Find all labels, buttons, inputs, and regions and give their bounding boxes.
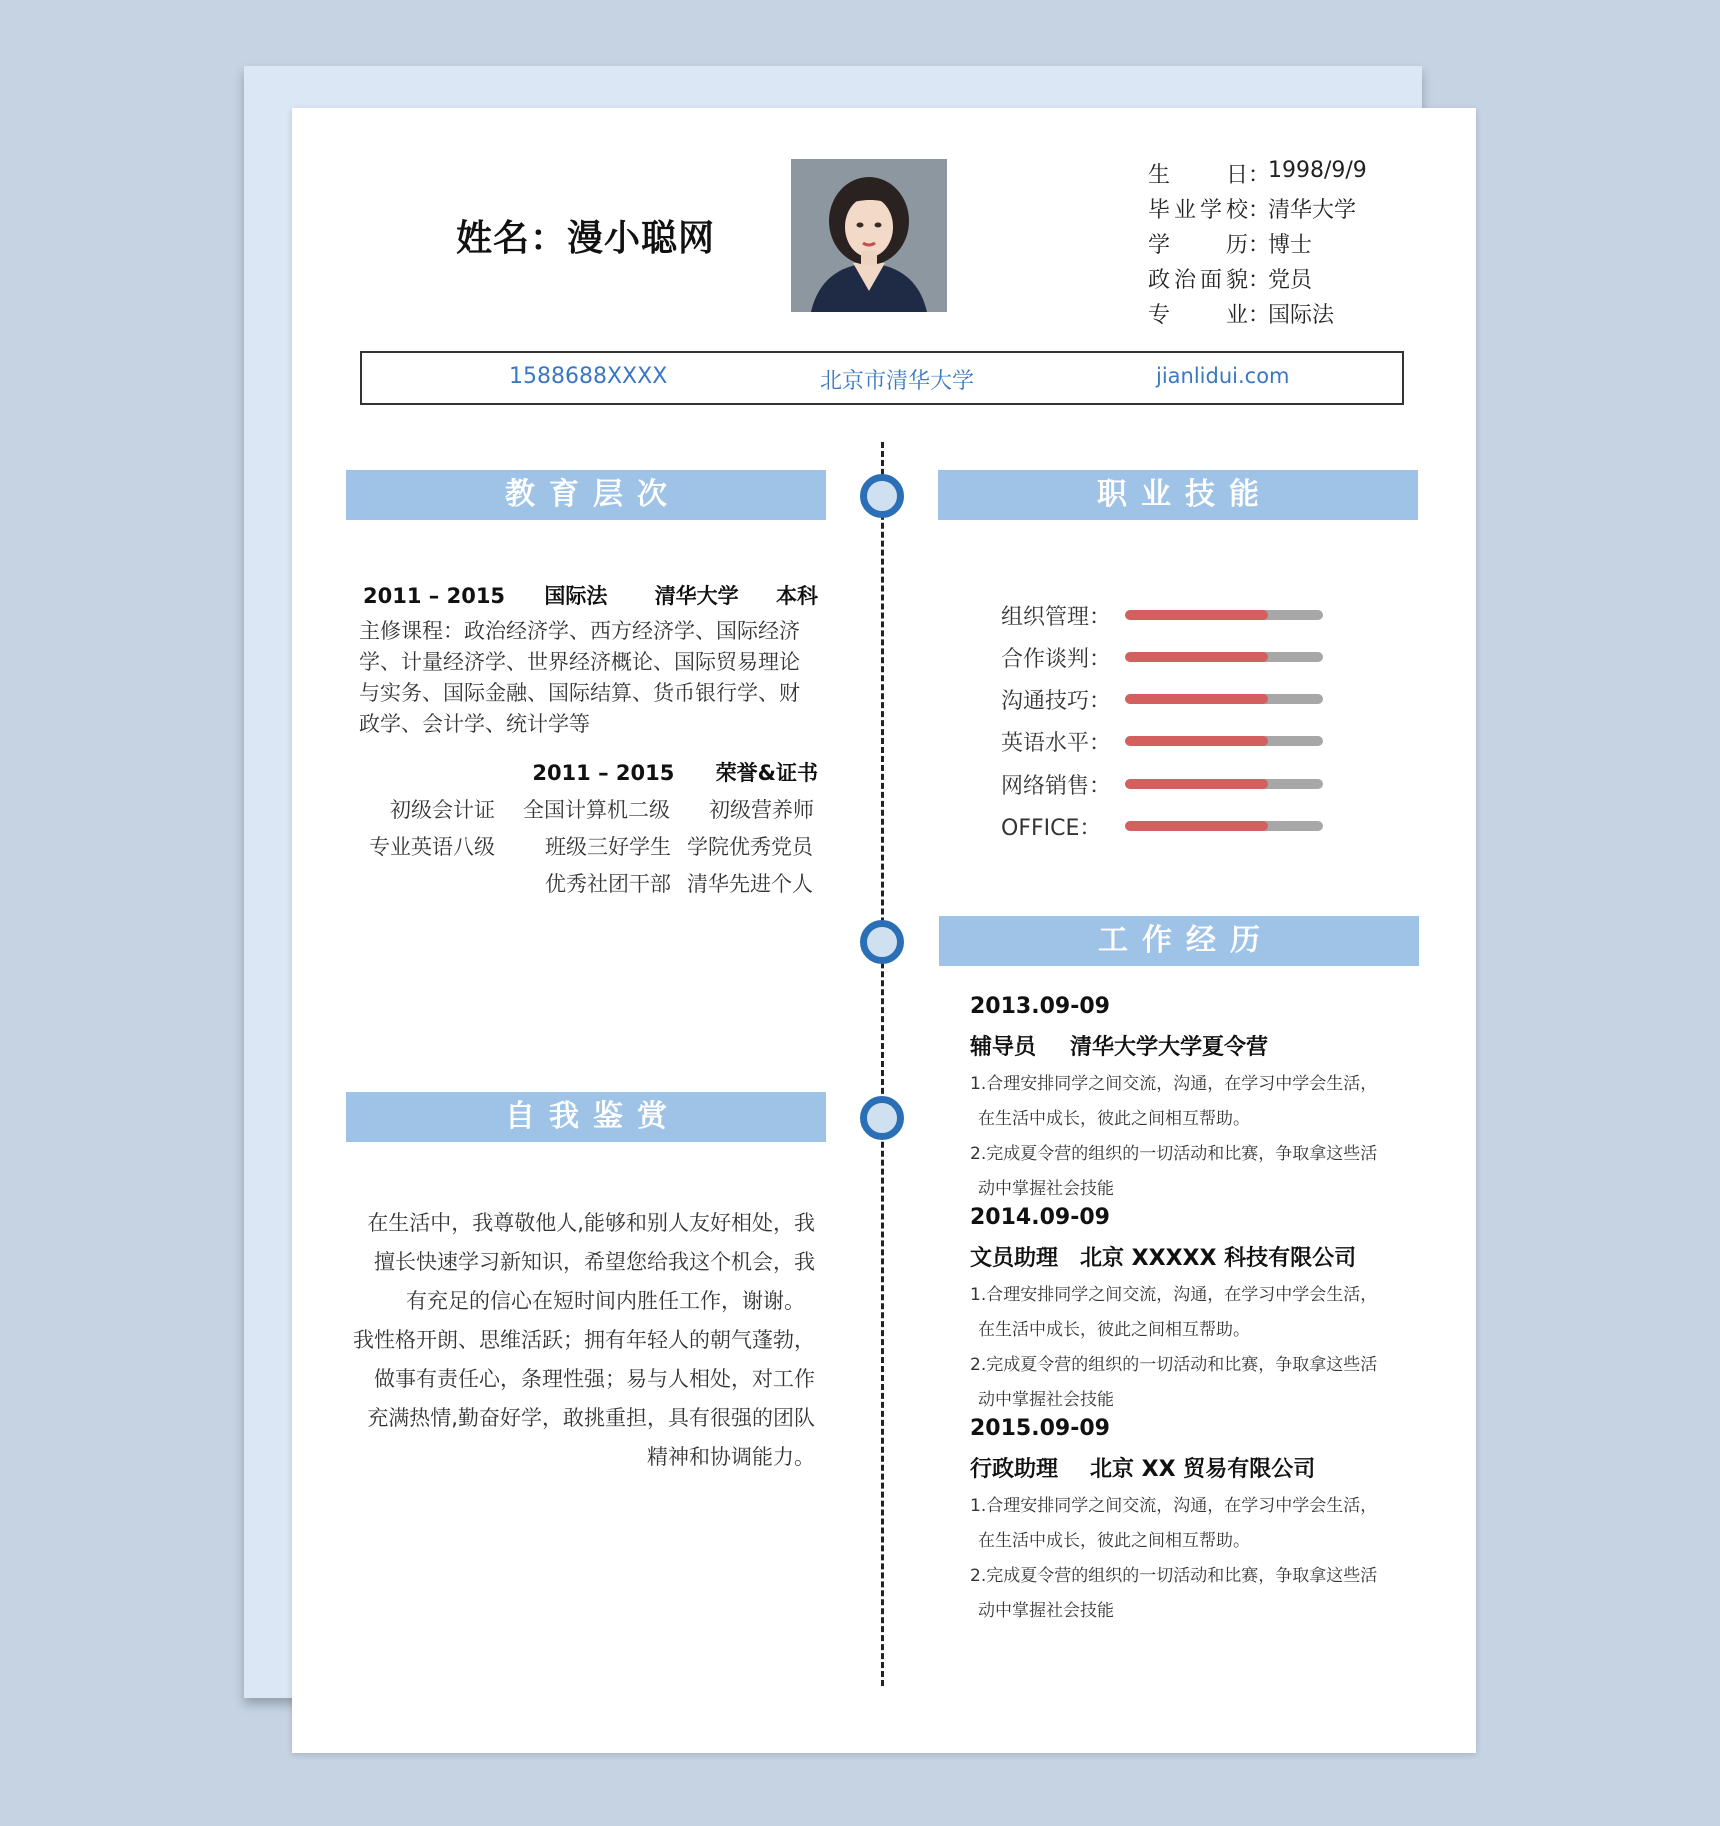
work-line: 2.完成夏令营的组织的一切活动和比赛，争取拿这些活 — [970, 1355, 1378, 1375]
timeline-dot — [860, 474, 904, 518]
info-label: 政治面貌 — [1148, 268, 1248, 293]
certificate: 初级会计证 — [390, 798, 495, 822]
work-line: 在生活中成长，彼此之间相互帮助。 — [978, 1531, 1250, 1551]
skill-bar-fill — [1125, 694, 1268, 704]
timeline-dot — [860, 1096, 904, 1140]
section-header-work: 工作经历 — [939, 916, 1419, 966]
work-company: 清华大学大学夏令营 — [1070, 1035, 1269, 1060]
skill-bar-fill — [1125, 821, 1268, 831]
contact-phone: 1588688XXXX — [509, 364, 668, 389]
self-line: 擅长快速学习新知识，希望您给我这个机会，我 — [374, 1250, 815, 1274]
skill-item — [1001, 811, 1341, 841]
skill-label: OFFICE： — [1001, 816, 1102, 841]
skill-label: 网络销售： — [1001, 774, 1112, 799]
work-date: 2015.09-09 — [970, 1416, 1110, 1441]
skill-bar-fill — [1125, 779, 1268, 789]
course-line: 主修课程：政治经济学、西方经济学、国际经济 — [359, 619, 800, 643]
info-value: 党员 — [1268, 268, 1313, 293]
education-degree: 本科 — [776, 584, 818, 608]
course-line: 政学、会计学、统计学等 — [359, 712, 590, 736]
honors-years: 2011 – 2015 — [532, 761, 675, 785]
skill-label: 沟通技巧： — [1001, 689, 1112, 714]
certificate: 初级营养师 — [709, 798, 814, 822]
skill-item — [1001, 726, 1341, 756]
info-value: 国际法 — [1268, 303, 1335, 328]
skill-item — [1001, 600, 1341, 630]
certificate: 学院优秀党员 — [687, 835, 813, 859]
info-colon: ： — [1248, 303, 1271, 328]
info-value: 博士 — [1268, 233, 1313, 258]
info-row — [1148, 193, 1367, 228]
timeline-dot — [860, 920, 904, 964]
work-line: 动中掌握社会技能 — [978, 1179, 1114, 1199]
certificate: 班级三好学生 — [545, 835, 671, 859]
honors-row — [292, 757, 818, 787]
skill-bar — [1125, 610, 1323, 620]
work-date: 2014.09-09 — [970, 1205, 1110, 1230]
self-line: 精神和协调能力。 — [647, 1445, 815, 1469]
info-label: 专业 — [1148, 303, 1248, 328]
contact-website[interactable]: jianlidui.com — [1156, 364, 1290, 388]
info-colon: ： — [1248, 198, 1271, 223]
work-line: 在生活中成长，彼此之间相互帮助。 — [978, 1109, 1250, 1129]
work-company: 北京 XXXXX 科技有限公司 — [1080, 1246, 1357, 1271]
contact-address: 北京市清华大学 — [820, 369, 975, 394]
education-major: 国际法 — [544, 584, 608, 608]
skill-bar-fill — [1125, 736, 1268, 746]
work-line: 1.合理安排同学之间交流，沟通，在学习中学会生活， — [970, 1285, 1378, 1305]
info-value: 清华大学 — [1268, 198, 1357, 223]
work-line: 1.合理安排同学之间交流，沟通，在学习中学会生活， — [970, 1496, 1378, 1516]
skill-bar-fill — [1125, 610, 1268, 620]
skill-bar — [1125, 694, 1323, 704]
certificate: 优秀社团干部 — [545, 872, 671, 896]
self-line: 在生活中，我尊敬他人,能够和别人友好相处，我 — [367, 1211, 815, 1235]
resume-page — [292, 108, 1476, 1753]
self-line: 充满热情,勤奋好学，敢挑重担，具有很强的团队 — [367, 1406, 815, 1430]
work-company: 北京 XX 贸易有限公司 — [1090, 1457, 1316, 1482]
skill-bar — [1125, 821, 1323, 831]
self-line: 有充足的信心在短时间内胜任工作，谢谢。 — [406, 1289, 805, 1313]
skill-label: 英语水平： — [1001, 731, 1112, 756]
work-title — [970, 1452, 1315, 1483]
work-line: 1.合理安排同学之间交流，沟通，在学习中学会生活， — [970, 1074, 1378, 1094]
info-colon: ： — [1248, 233, 1271, 258]
info-row — [1148, 263, 1367, 298]
candidate-name: 姓名：漫小聪网 — [456, 218, 716, 259]
contact-bar — [360, 351, 1404, 405]
info-value: 1998/9/9 — [1268, 158, 1367, 183]
work-position: 辅导员 — [970, 1035, 1037, 1060]
self-line: 做事有责任心，条理性强；易与人相处，对工作 — [374, 1367, 815, 1391]
skill-label: 合作谈判： — [1001, 647, 1112, 672]
info-label: 生日 — [1148, 163, 1248, 188]
work-position: 行政助理 — [970, 1457, 1059, 1482]
skill-bar — [1125, 652, 1323, 662]
personal-info — [1148, 158, 1367, 333]
skill-bar — [1125, 736, 1323, 746]
education-school: 清华大学 — [654, 584, 739, 608]
work-title — [970, 1030, 1268, 1061]
info-row — [1148, 158, 1367, 193]
education-courses — [359, 616, 829, 740]
info-label: 毕业学校 — [1148, 198, 1248, 223]
section-header-self: 自我鉴赏 — [346, 1092, 826, 1142]
section-header-skills: 职业技能 — [938, 470, 1418, 520]
skill-bar — [1125, 779, 1323, 789]
self-assessment — [348, 1204, 815, 1477]
skill-item — [1001, 769, 1341, 799]
work-line: 2.完成夏令营的组织的一切活动和比赛，争取拿这些活 — [970, 1566, 1378, 1586]
course-line: 与实务、国际金融、国际结算、货币银行学、财 — [359, 681, 800, 705]
education-row — [292, 580, 818, 610]
skill-item — [1001, 684, 1341, 714]
timeline-line — [881, 442, 884, 1686]
skill-item — [1001, 642, 1341, 672]
honors-label: 荣誉&证书 — [715, 761, 818, 785]
info-colon: ： — [1248, 163, 1271, 188]
work-line: 动中掌握社会技能 — [978, 1601, 1114, 1621]
certificate: 专业英语八级 — [369, 835, 495, 859]
info-colon: ： — [1248, 268, 1271, 293]
skill-label: 组织管理： — [1001, 605, 1112, 630]
section-header-education: 教育层次 — [346, 470, 826, 520]
info-row — [1148, 228, 1367, 263]
self-line: 我性格开朗、思维活跃；拥有年轻人的朝气蓬勃， — [353, 1328, 815, 1352]
profile-photo — [791, 159, 947, 312]
certificate: 全国计算机二级 — [523, 798, 670, 822]
certificates — [292, 794, 818, 904]
education-years: 2011 – 2015 — [363, 584, 506, 608]
work-position: 文员助理 — [970, 1246, 1059, 1271]
info-row — [1148, 298, 1367, 333]
course-line: 学、计量经济学、世界经济概论、国际贸易理论 — [359, 650, 800, 674]
work-line: 动中掌握社会技能 — [978, 1390, 1114, 1410]
info-label: 学历 — [1148, 233, 1248, 258]
certificate: 清华先进个人 — [687, 872, 813, 896]
work-line: 在生活中成长，彼此之间相互帮助。 — [978, 1320, 1250, 1340]
work-line: 2.完成夏令营的组织的一切活动和比赛，争取拿这些活 — [970, 1144, 1378, 1164]
work-date: 2013.09-09 — [970, 994, 1110, 1019]
work-title — [970, 1241, 1356, 1272]
skill-bar-fill — [1125, 652, 1268, 662]
